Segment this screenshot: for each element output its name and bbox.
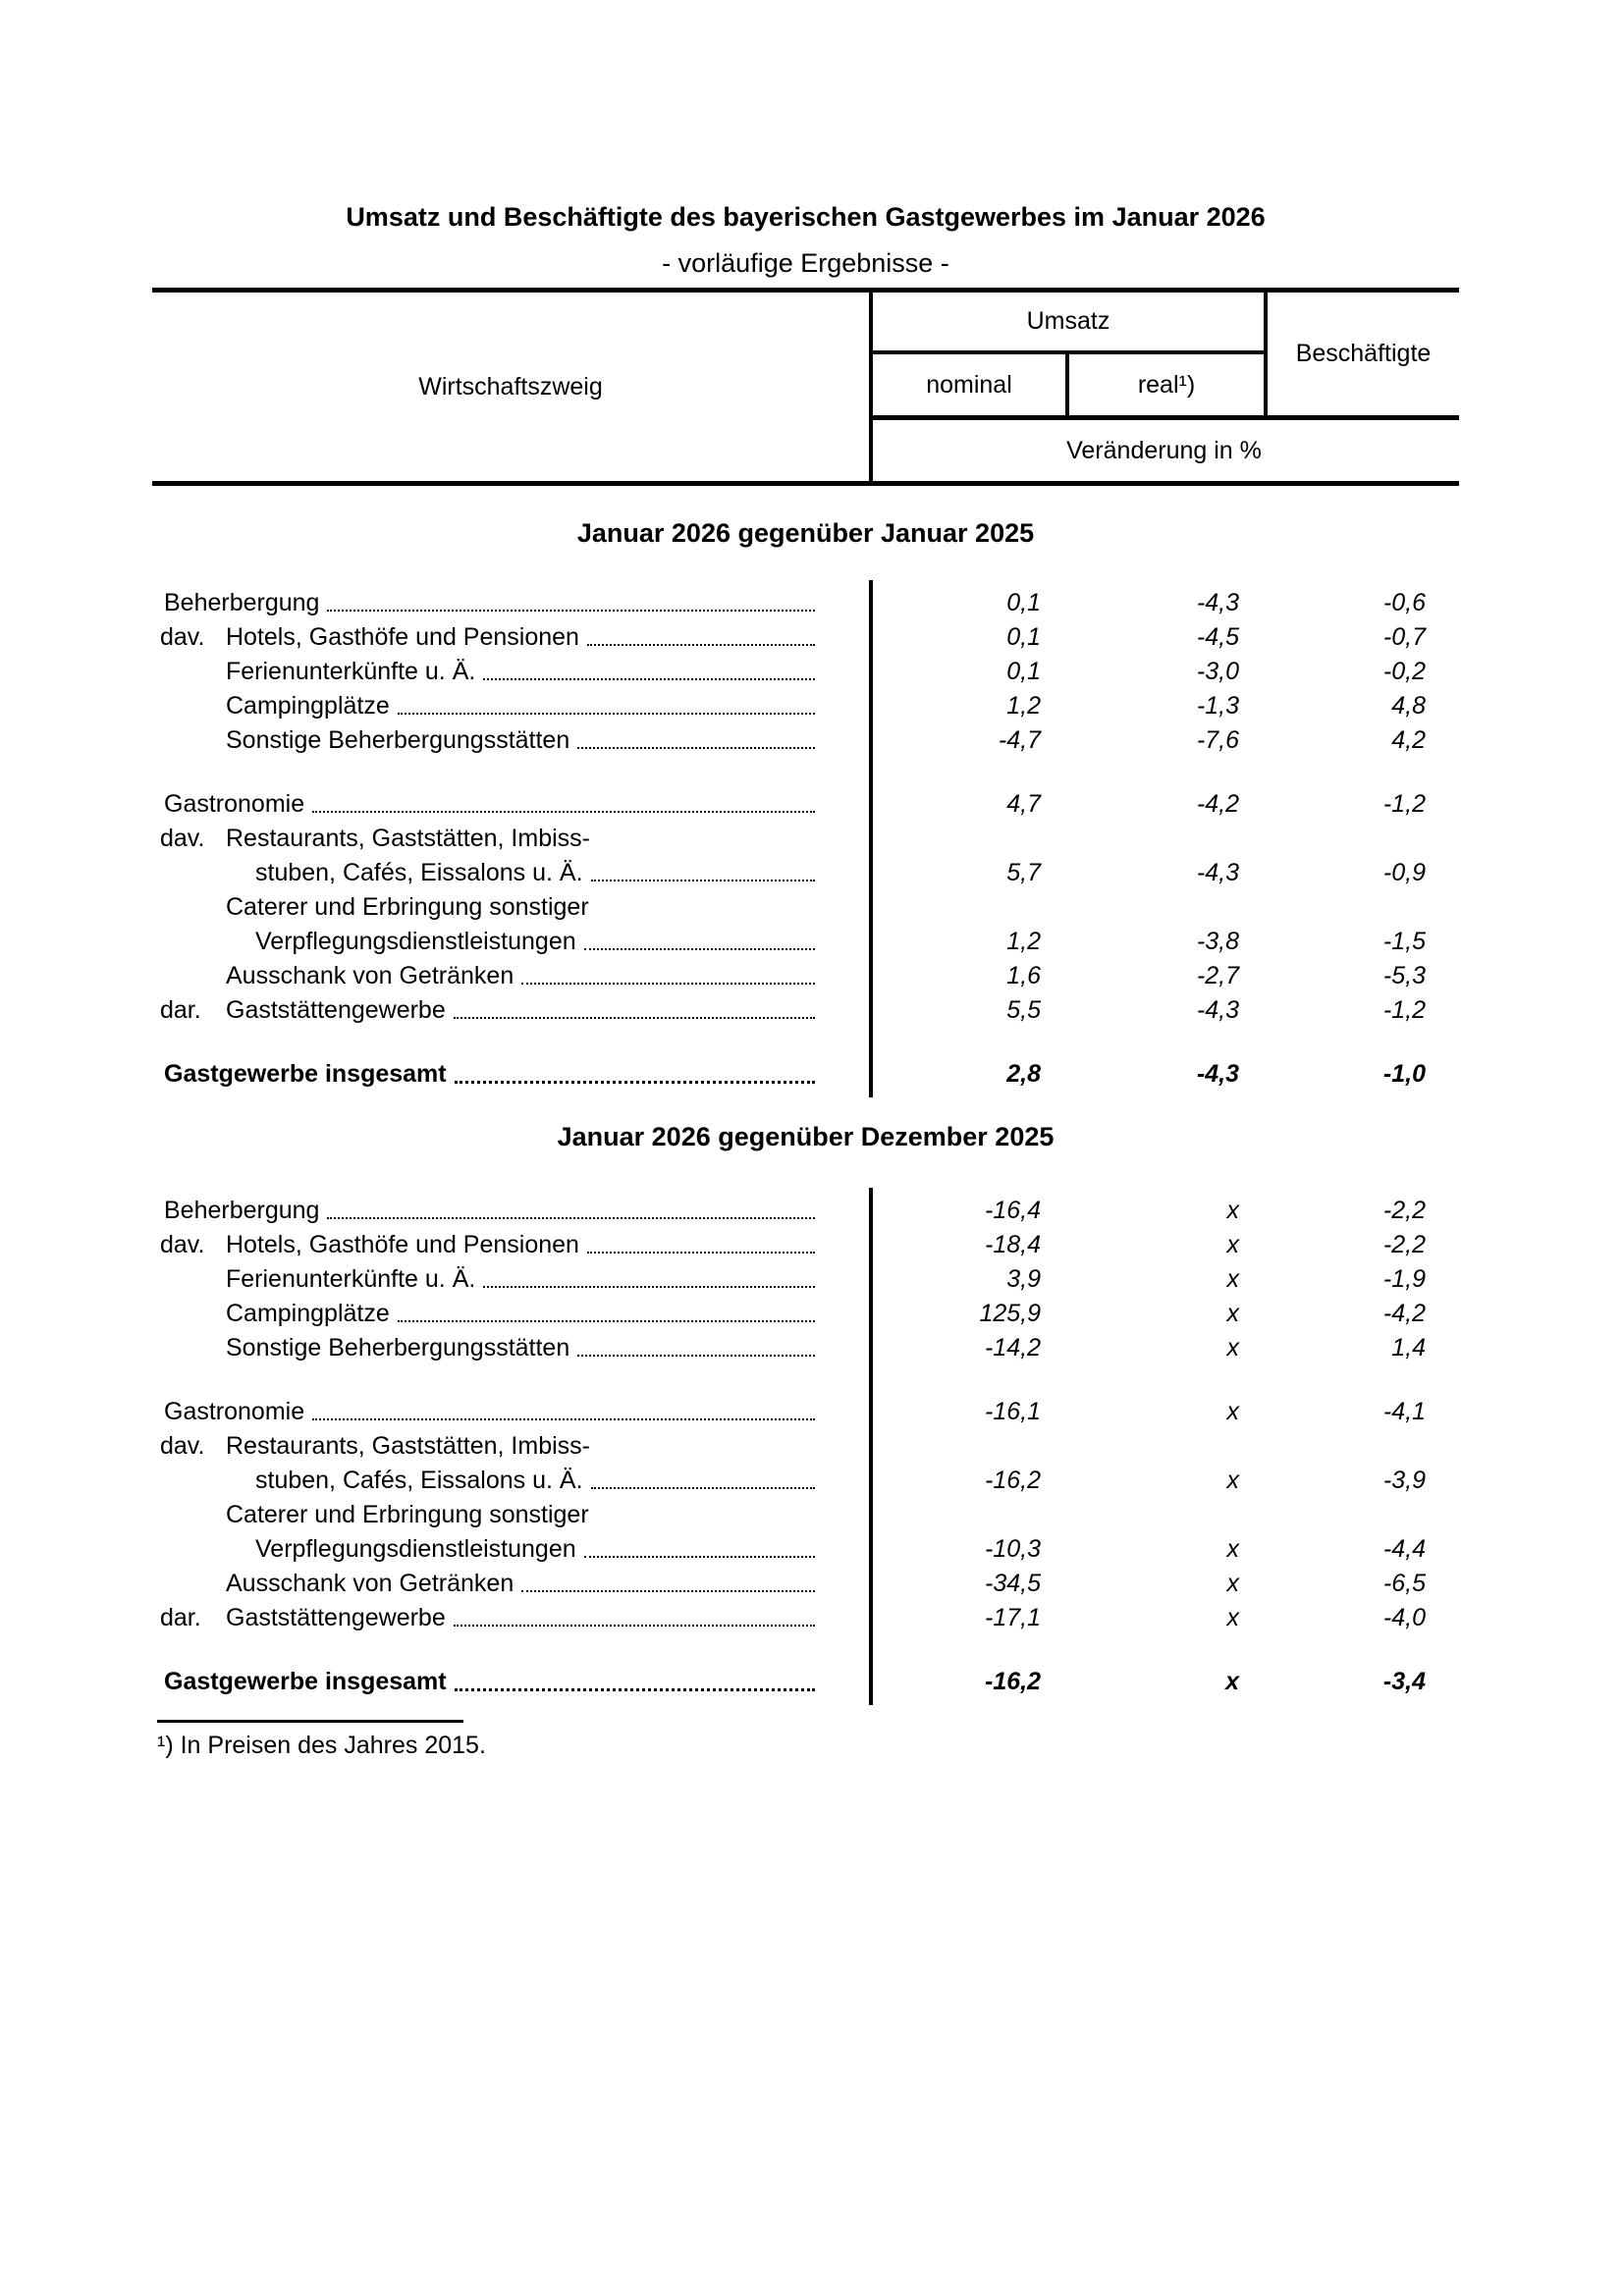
table-row <box>152 1464 1459 1498</box>
value-real: x <box>1226 1570 1239 1597</box>
value-real: -4,5 <box>1196 623 1239 651</box>
value-beschaeftigte: -0,9 <box>1382 859 1426 886</box>
section-heading: Januar 2026 gegenüber Dezember 2025 <box>557 1122 1055 1151</box>
value-nominal: 0,1 <box>1006 658 1041 685</box>
value-real: -3,8 <box>1196 928 1239 955</box>
row-label: Ferienunterkünfte u. Ä. <box>226 1265 476 1293</box>
dot-leader <box>398 713 815 715</box>
row-label: stuben, Cafés, Eissalons u. Ä. <box>255 859 583 886</box>
dot-leader <box>454 1017 815 1019</box>
value-real: -4,3 <box>1196 996 1239 1024</box>
value-nominal: 2,8 <box>1006 1060 1041 1088</box>
value-beschaeftigte: 4,8 <box>1391 692 1426 720</box>
value-beschaeftigte: -3,4 <box>1382 1668 1426 1695</box>
dot-leader <box>521 983 815 985</box>
row-label-area <box>152 1262 869 1297</box>
row-label-area <box>152 1532 869 1567</box>
row-label: Beherbergung <box>164 589 320 616</box>
footnote: ¹) In Preisen des Jahres 2015. <box>157 1732 486 1759</box>
row-label-area <box>152 1297 869 1331</box>
table-row <box>152 1601 1459 1635</box>
value-nominal: -18,4 <box>985 1231 1041 1258</box>
value-beschaeftigte: -1,0 <box>1382 1060 1426 1088</box>
row-label: Gastgewerbe insgesamt <box>164 1060 447 1088</box>
row-label: Gaststättengewerbe <box>226 996 446 1024</box>
row-label-area <box>152 1331 869 1365</box>
value-nominal: -10,3 <box>985 1535 1041 1563</box>
row-label-area <box>152 1601 869 1635</box>
row-label: Sonstige Beherbergungsstätten <box>226 726 570 754</box>
value-real: -4,2 <box>1196 790 1239 818</box>
row-prefix: dav. <box>160 1432 205 1460</box>
column-header-umsatz: Umsatz <box>1026 307 1110 335</box>
value-beschaeftigte: -1,2 <box>1382 996 1426 1024</box>
row-label-area <box>152 822 869 856</box>
table-row <box>152 822 1459 856</box>
value-nominal: 1,2 <box>1006 928 1041 955</box>
dot-leader <box>584 948 815 950</box>
value-nominal: -16,2 <box>985 1467 1041 1494</box>
table-row <box>152 1228 1459 1262</box>
value-beschaeftigte: -4,2 <box>1382 1300 1426 1327</box>
value-real: x <box>1226 1398 1239 1425</box>
value-real: x <box>1226 1604 1239 1631</box>
row-spacer <box>152 1635 1459 1665</box>
value-real: -3,0 <box>1196 658 1239 685</box>
value-beschaeftigte: 4,2 <box>1391 726 1426 754</box>
value-beschaeftigte: -4,1 <box>1382 1398 1426 1425</box>
column-header-wirtschaftszweig: Wirtschaftszweig <box>418 372 603 400</box>
total-row <box>152 1057 1459 1092</box>
value-real: x <box>1226 1197 1239 1224</box>
row-label-area <box>152 620 869 655</box>
value-nominal: 5,5 <box>1006 996 1041 1024</box>
table-row <box>152 586 1459 620</box>
table-row <box>152 1567 1459 1601</box>
value-nominal: -16,4 <box>985 1197 1041 1224</box>
value-nominal: -16,2 <box>985 1668 1041 1695</box>
table-row <box>152 890 1459 925</box>
row-label: Sonstige Beherbergungsstätten <box>226 1334 570 1362</box>
table-row <box>152 655 1459 689</box>
section-rows <box>152 1194 1459 1699</box>
value-beschaeftigte: -3,9 <box>1382 1467 1426 1494</box>
table-row <box>152 1498 1459 1532</box>
value-real: x <box>1226 1535 1239 1563</box>
row-label-area <box>152 1429 869 1464</box>
row-label: Hotels, Gasthöfe und Pensionen <box>226 1231 579 1258</box>
row-label: Ferienunterkünfte u. Ä. <box>226 658 476 685</box>
table-row <box>152 1429 1459 1464</box>
dot-leader <box>577 747 815 749</box>
row-label-area <box>152 856 869 890</box>
value-beschaeftigte: -2,2 <box>1382 1197 1426 1224</box>
row-label-area <box>152 959 869 993</box>
value-real: x <box>1226 1467 1239 1494</box>
value-beschaeftigte: -0,6 <box>1382 589 1426 616</box>
row-prefix: dav. <box>160 825 205 852</box>
value-nominal: -4,7 <box>998 726 1041 754</box>
row-label-area <box>152 1665 869 1699</box>
row-label-area <box>152 1395 869 1429</box>
table-row <box>152 1262 1459 1297</box>
value-real: -2,7 <box>1196 962 1239 989</box>
page-title: Umsatz und Beschäftigte des bayerischen Gastgewerbes im Januar 2026 <box>346 202 1266 232</box>
row-prefix: dar. <box>160 996 201 1024</box>
dot-leader <box>455 1688 815 1691</box>
row-label-area <box>152 1228 869 1262</box>
value-nominal: -16,1 <box>985 1398 1041 1425</box>
dot-leader <box>584 1556 815 1558</box>
column-header-nominal: nominal <box>926 370 1012 399</box>
row-label: Restaurants, Gaststätten, Imbiss- <box>226 1432 590 1460</box>
row-prefix: dav. <box>160 623 205 651</box>
row-label: Caterer und Erbringung sonstiger <box>226 893 589 921</box>
value-nominal: 0,1 <box>1006 623 1041 651</box>
row-spacer <box>152 1365 1459 1395</box>
value-nominal: 3,9 <box>1006 1265 1041 1293</box>
row-label: stuben, Cafés, Eissalons u. Ä. <box>255 1467 583 1494</box>
table-row <box>152 993 1459 1028</box>
value-real: -4,3 <box>1196 1060 1239 1088</box>
dot-leader <box>312 811 815 813</box>
total-row <box>152 1665 1459 1699</box>
row-label: Ausschank von Getränken <box>226 962 514 989</box>
row-label: Verpflegungsdienstleistungen <box>255 1535 576 1563</box>
dot-leader <box>483 678 815 680</box>
value-real: -4,3 <box>1196 859 1239 886</box>
value-beschaeftigte: 1,4 <box>1391 1334 1426 1362</box>
value-beschaeftigte: -6,5 <box>1382 1570 1426 1597</box>
row-label: Gastronomie <box>164 1398 305 1425</box>
value-beschaeftigte: -0,2 <box>1382 658 1426 685</box>
column-header-veraenderung: Veränderung in % <box>1066 436 1262 464</box>
dot-leader <box>591 880 815 881</box>
value-beschaeftigte: -1,5 <box>1382 928 1426 955</box>
value-nominal: 1,2 <box>1006 692 1041 720</box>
value-real: x <box>1226 1231 1239 1258</box>
table-row <box>152 723 1459 758</box>
table-row <box>152 689 1459 723</box>
value-beschaeftigte: -5,3 <box>1382 962 1426 989</box>
value-beschaeftigte: -1,2 <box>1382 790 1426 818</box>
row-label-area <box>152 925 869 959</box>
table-header <box>152 288 1459 486</box>
row-label-area <box>152 689 869 723</box>
value-nominal: 125,9 <box>979 1300 1041 1327</box>
value-beschaeftigte: -4,4 <box>1382 1535 1426 1563</box>
dot-leader <box>454 1625 815 1627</box>
value-real: x <box>1226 1265 1239 1293</box>
value-nominal: 5,7 <box>1006 859 1041 886</box>
value-real: -1,3 <box>1196 692 1239 720</box>
row-spacer <box>152 758 1459 787</box>
row-label: Gaststättengewerbe <box>226 1604 446 1631</box>
row-label-area <box>152 655 869 689</box>
row-label-area <box>152 586 869 620</box>
row-label: Hotels, Gasthöfe und Pensionen <box>226 623 579 651</box>
table-row <box>152 1331 1459 1365</box>
footnote-rule <box>157 1720 463 1723</box>
dot-leader <box>327 610 815 612</box>
value-nominal: -14,2 <box>985 1334 1041 1362</box>
value-beschaeftigte: -2,2 <box>1382 1231 1426 1258</box>
value-beschaeftigte: -1,9 <box>1382 1265 1426 1293</box>
section-heading: Januar 2026 gegenüber Januar 2025 <box>576 518 1035 548</box>
row-label-area <box>152 1057 869 1092</box>
dot-leader <box>483 1286 815 1288</box>
dot-leader <box>327 1217 815 1219</box>
row-label-area <box>152 993 869 1028</box>
row-label: Verpflegungsdienstleistungen <box>255 928 576 955</box>
row-label: Campingplätze <box>226 692 390 720</box>
dot-leader <box>455 1081 815 1084</box>
column-header-real: real¹) <box>1137 370 1196 399</box>
value-nominal: 4,7 <box>1006 790 1041 818</box>
value-nominal: 0,1 <box>1006 589 1041 616</box>
row-label: Ausschank von Getränken <box>226 1570 514 1597</box>
row-label: Gastronomie <box>164 790 305 818</box>
value-nominal: 1,6 <box>1006 962 1041 989</box>
dot-leader <box>591 1487 815 1489</box>
row-label: Beherbergung <box>164 1197 320 1224</box>
row-label-area <box>152 723 869 758</box>
row-label-area <box>152 890 869 925</box>
section-rows <box>152 586 1459 1092</box>
row-label-area <box>152 1567 869 1601</box>
value-beschaeftigte: -4,0 <box>1382 1604 1426 1631</box>
value-real: -7,6 <box>1196 726 1239 754</box>
table-row <box>152 856 1459 890</box>
table-row <box>152 959 1459 993</box>
table-row <box>152 620 1459 655</box>
page-subtitle: - vorläufige Ergebnisse - <box>662 248 949 278</box>
table-row <box>152 925 1459 959</box>
row-spacer <box>152 1028 1459 1057</box>
value-beschaeftigte: -0,7 <box>1382 623 1426 651</box>
row-label: Restaurants, Gaststätten, Imbiss- <box>226 825 590 852</box>
table-row <box>152 1532 1459 1567</box>
row-label-area <box>152 1194 869 1228</box>
row-label-area <box>152 1498 869 1532</box>
table-row <box>152 1194 1459 1228</box>
table-row <box>152 1297 1459 1331</box>
row-label-area <box>152 1464 869 1498</box>
dot-leader <box>312 1418 815 1420</box>
row-label: Campingplätze <box>226 1300 390 1327</box>
value-real: -4,3 <box>1196 589 1239 616</box>
row-prefix: dar. <box>160 1604 201 1631</box>
value-nominal: -34,5 <box>985 1570 1041 1597</box>
table-row <box>152 1395 1459 1429</box>
row-label-area <box>152 787 869 822</box>
row-prefix: dav. <box>160 1231 205 1258</box>
dot-leader <box>587 644 815 646</box>
value-real: x <box>1226 1300 1239 1327</box>
value-nominal: -17,1 <box>985 1604 1041 1631</box>
dot-leader <box>398 1320 815 1322</box>
table-row <box>152 787 1459 822</box>
value-real: x <box>1226 1334 1239 1362</box>
dot-leader <box>587 1252 815 1254</box>
value-real: x <box>1225 1668 1239 1695</box>
row-label: Caterer und Erbringung sonstiger <box>226 1501 589 1528</box>
dot-leader <box>521 1590 815 1592</box>
column-header-beschaeftigte: Beschäftigte <box>1295 340 1432 367</box>
dot-leader <box>577 1355 815 1357</box>
row-label: Gastgewerbe insgesamt <box>164 1668 447 1695</box>
